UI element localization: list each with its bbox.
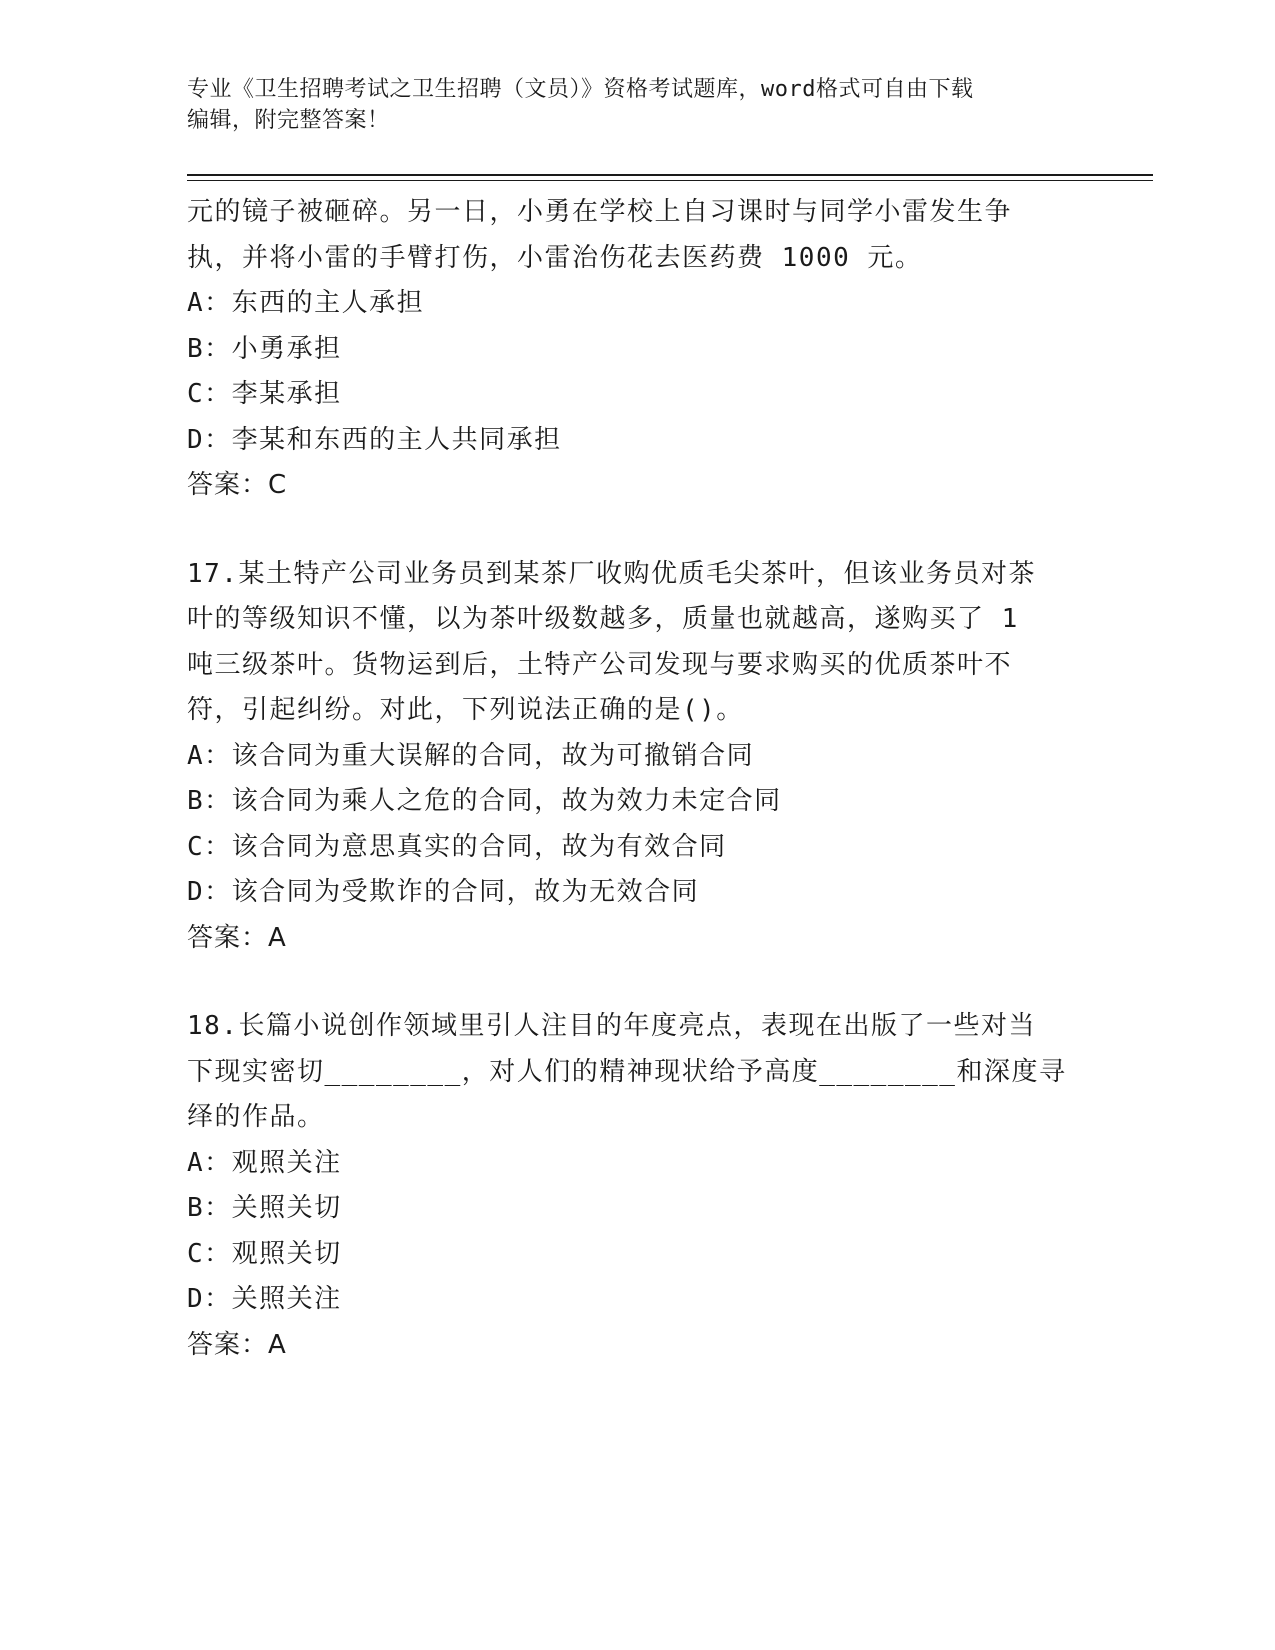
question-text-line: 叶的等级知识不懂，以为茶叶级数越多，质量也就越高，遂购买了 1: [187, 604, 1019, 634]
question-18: [187, 1004, 1087, 1368]
question-text-line: 执，并将小雷的手臂打伤，小雷治伤花去医药费 1000 元。: [187, 242, 923, 273]
question-text-line: 下现实密切________，对人们的精神现状给予高度________和深度寻: [187, 1056, 1067, 1087]
option-a: A：东西的主人承担: [187, 288, 425, 318]
question-text-line: 符，引起纠纷。对此，下列说法正确的是()。: [187, 695, 744, 725]
answer-line: 答案：A: [187, 922, 287, 953]
option-b: B：小勇承担: [187, 333, 342, 364]
question-17: [187, 552, 1087, 962]
question-spacer: [187, 509, 1087, 552]
header-divider-thin: [187, 180, 1153, 181]
header-line-2: 编辑，附完整答案！: [187, 108, 390, 133]
question-text-line: 绎的作品。: [187, 1102, 325, 1132]
option-c: C：李某承担: [187, 379, 342, 409]
option-a: A：该合同为重大误解的合同，故为可撤销合同: [187, 740, 755, 771]
answer-line: 答案：C: [187, 470, 288, 500]
option-d: D：李某和东西的主人共同承担: [187, 424, 562, 455]
header-line-1: 专业《卫生招聘考试之卫生招聘（文员）》资格考试题库，word格式可自由下载: [187, 77, 974, 102]
option-a: A：观照关注: [187, 1147, 342, 1178]
option-b: B：该合同为乘人之危的合同，故为效力未定合同: [187, 786, 782, 816]
option-c: C：该合同为意思真实的合同，故为有效合同: [187, 831, 727, 862]
question-text-line: 元的镜子被砸碎。另一日，小勇在学校上自习课时与同学小雷发生争: [187, 197, 1013, 227]
option-d: D：关照关注: [187, 1284, 342, 1314]
page-header: [187, 74, 1087, 136]
question-text-line: 吨三级茶叶。货物运到后，土特产公司发现与要求购买的优质茶叶不: [187, 649, 1013, 680]
question-text-line: 17.某土特产公司业务员到某茶厂收购优质毛尖茶叶，但该业务员对茶: [187, 558, 1036, 589]
answer-line: 答案：A: [187, 1329, 287, 1360]
question-text-line: 18.长篇小说创作领域里引人注目的年度亮点，表现在出版了一些对当: [187, 1011, 1036, 1041]
header-divider-thick: [187, 174, 1153, 176]
option-b: B：关照关切: [187, 1193, 342, 1223]
option-d: D：该合同为受欺诈的合同，故为无效合同: [187, 877, 700, 907]
option-c: C：观照关切: [187, 1238, 342, 1269]
question-16: [187, 190, 1087, 509]
question-spacer: [187, 961, 1087, 1004]
question-content: [187, 190, 1087, 1368]
